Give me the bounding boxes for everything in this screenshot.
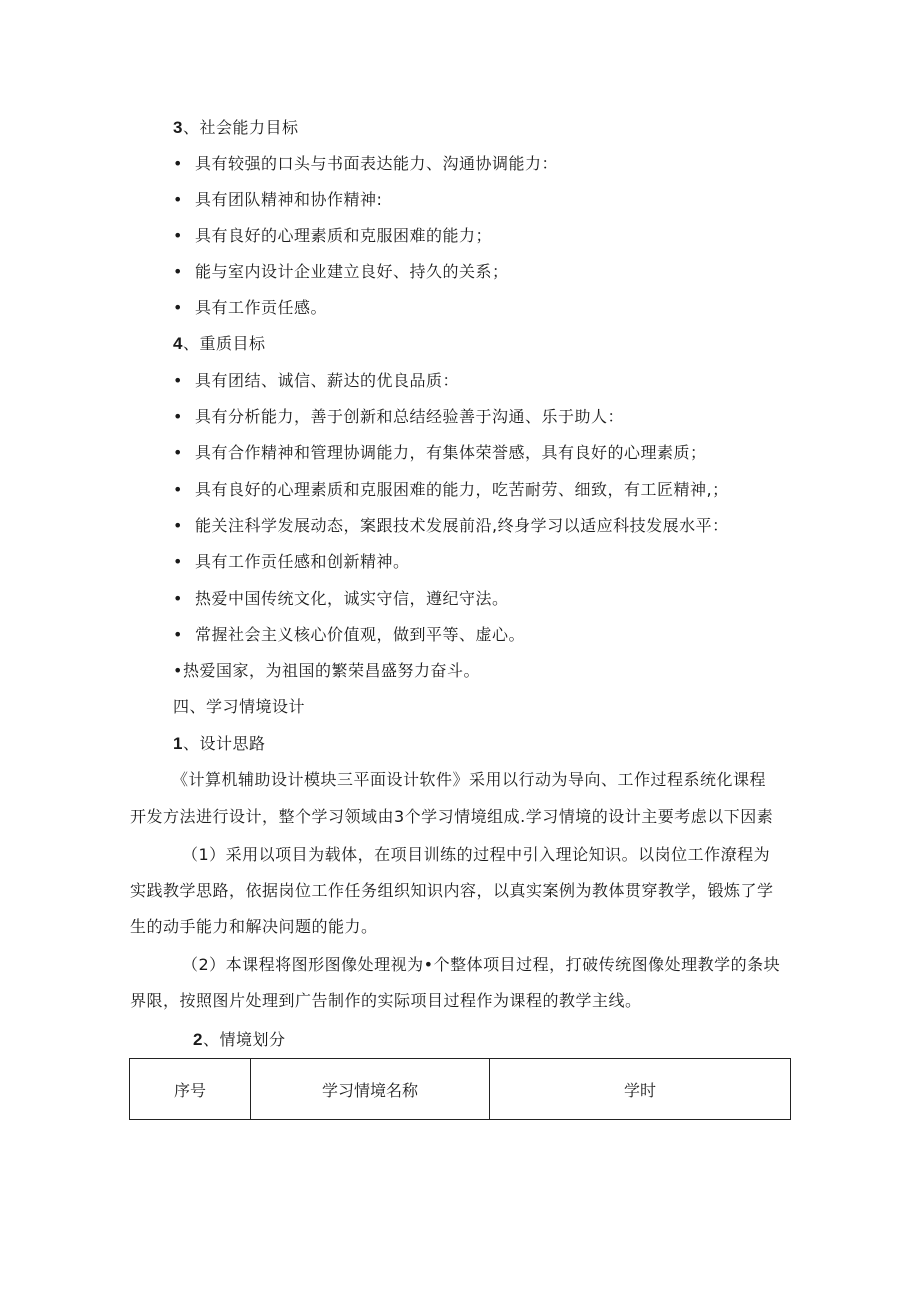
list-item-text: 热爱中国传统文化，诚实守信，遵纪守法。	[195, 589, 509, 608]
situation-table	[129, 1058, 791, 1120]
table-header-cell: 学习情境名称	[251, 1059, 490, 1120]
list-item	[173, 480, 729, 500]
table-header-row	[130, 1059, 791, 1120]
list-item: •热爱国家，为祖国的繁荣昌盛努力奋斗。	[173, 661, 480, 680]
section-number: 3	[173, 118, 183, 137]
subsection-title: 、设计思路	[182, 734, 266, 753]
list-item	[173, 589, 509, 609]
list-item-text: 常握社会主义核心价值观，做到平等、虚心。	[195, 625, 526, 644]
subsection-number: 1	[173, 734, 183, 753]
bullet-icon: •	[173, 298, 183, 317]
section-title: 、社会能力目标	[182, 118, 299, 137]
list-item-text: 能关注科学发展动态，案跟技术发展前沿,终身学习以适应科技发展水平：	[195, 516, 729, 535]
paragraph-line: 界限，按照图片处理到广告制作的实际项目过程作为课程的教学主线。	[130, 991, 642, 1010]
paragraph-line: 实践教学思路，依据岗位工作任务组织知识内容，以真实案例为教体贯穿教学，锻炼了学	[130, 881, 774, 900]
list-item	[173, 226, 492, 246]
paragraph-line: （1）采用以项目为载体，在项目训练的过程中引入理论知识。以岗位工作潦程为	[182, 845, 771, 864]
subsection-heading	[173, 734, 265, 754]
part-title: 四、学习情境设计	[173, 697, 306, 716]
bullet-icon: •	[173, 589, 183, 608]
list-item-text: 具有团结、诚信、薪达的优良品质：	[195, 371, 460, 390]
list-item	[173, 371, 459, 391]
list-item-text: 能与室内设计企业建立良好、持久的关系；	[195, 262, 509, 281]
list-item-text: 具有较强的口头与书面表达能力、沟通协调能力：	[195, 154, 559, 173]
list-item-text: 具有工作贡任感和创新精神。	[195, 552, 410, 571]
section-number: 4	[173, 334, 183, 353]
paragraph-line: 开发方法进行设计，整个学习领域由3个学习情境组成.学习情境的设计主要考虑以下因素	[130, 807, 774, 826]
list-item	[173, 154, 558, 174]
table-header-cell: 序号	[130, 1059, 251, 1120]
section-title: 、重质目标	[182, 334, 266, 353]
paragraph-line: 生的动手能力和解决问题的能力。	[130, 917, 378, 936]
bullet-icon: •	[173, 262, 183, 281]
bullet-icon: •	[173, 480, 183, 499]
list-item	[173, 552, 410, 572]
bullet-icon: •	[173, 443, 183, 462]
bullet-icon: •	[173, 226, 183, 245]
subsection-number: 2	[193, 1030, 203, 1049]
list-item	[173, 625, 525, 645]
bullet-icon: •	[173, 407, 183, 426]
bullet-icon: •	[173, 154, 183, 173]
list-item	[173, 516, 729, 536]
list-item-text: 具有良好的心理素质和克服困难的能力，吃苦耐劳、细致，有工匠精神,；	[195, 480, 729, 499]
list-item-text: 具有团队精神和协作精神:	[195, 190, 383, 209]
list-item	[173, 443, 707, 463]
paragraph-line: 《计算机辅助设计模块三平面设计软件》采用以行动为导向、工作过程系统化课程	[172, 770, 767, 789]
bullet-icon: •	[173, 516, 183, 535]
list-item	[173, 262, 509, 282]
subsection-title: 、情境划分	[202, 1030, 286, 1049]
section-heading	[173, 118, 298, 138]
list-item	[173, 407, 624, 427]
section-heading	[173, 334, 265, 354]
bullet-icon: •	[173, 552, 183, 571]
paragraph-line: （2）本课程将图形图像处理视为•个整体项目过程，打破传统图像处理教学的条块	[182, 955, 781, 974]
subsection-heading	[193, 1030, 285, 1050]
table-header-cell: 学时	[490, 1059, 791, 1120]
list-item-text: 具有工作贡任感。	[195, 298, 328, 317]
list-item	[173, 298, 327, 318]
list-item-text: 具有合作精神和管理协调能力，有集体荣誉感，具有良好的心理素质；	[195, 443, 707, 462]
bullet-icon: •	[173, 371, 183, 390]
list-item-text: 具有良好的心理素质和克服困难的能力；	[195, 226, 493, 245]
list-item-text: 具有分析能力，善于创新和总结经验善于沟通、乐于助人：	[195, 407, 625, 426]
list-item	[173, 190, 382, 210]
bullet-icon: •	[173, 625, 183, 644]
bullet-icon: •	[173, 190, 183, 209]
